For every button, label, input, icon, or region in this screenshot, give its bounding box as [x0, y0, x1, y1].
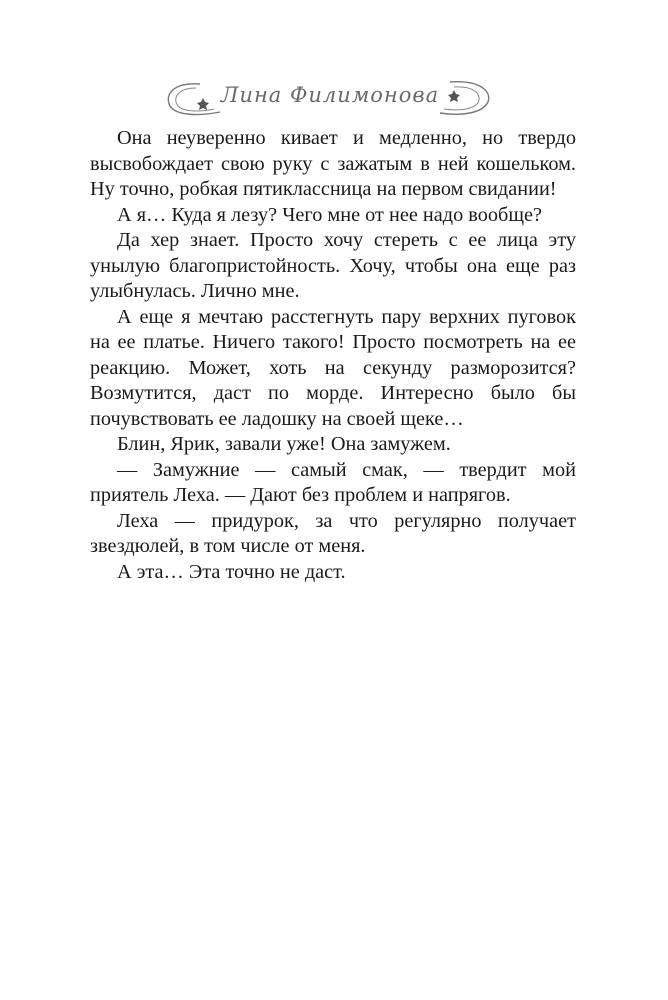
paragraph: — Замужние — самый смак, — твердит мой приятель Леха. — Дают без проблем и напрягов. [90, 458, 576, 506]
running-header [160, 76, 500, 122]
paragraph: Леха — придурок, за что регулярно получает звездюлей, в том числе от меня. [90, 509, 576, 557]
author-name: Лина Филимонова [220, 83, 440, 107]
paragraph: Блин, Ярик, завали уже! Она замужем. [117, 433, 451, 455]
paragraph: А еще я мечтаю расстегнуть пару верхних пуговок на ее платье. Ничего такого! Просто посмотреть на ее реакцию. Может, хоть на секунду разморозится? Возмутится, даст по морде. Интересно было бы почувствовать ее ладошку на своей щеке… [90, 305, 576, 430]
paragraph: А я… Куда я лезу? Чего мне от нее надо вообще? [117, 203, 542, 226]
paragraph: Да хер знает. Просто хочу стереть с ее лица эту унылую благопристойность. Хочу, чтобы она еще раз улыбнулась. Лично мне. [90, 229, 576, 302]
paragraph: Она неуверенно кивает и медленно, но твердо высвобождает свою руку с зажатым в ней кошельком. Ну точно, робкая пятиклассница на первом свидании! [90, 127, 576, 200]
page-body-text [90, 126, 576, 585]
paragraph: А эта… Эта точно не даст. [117, 560, 346, 583]
